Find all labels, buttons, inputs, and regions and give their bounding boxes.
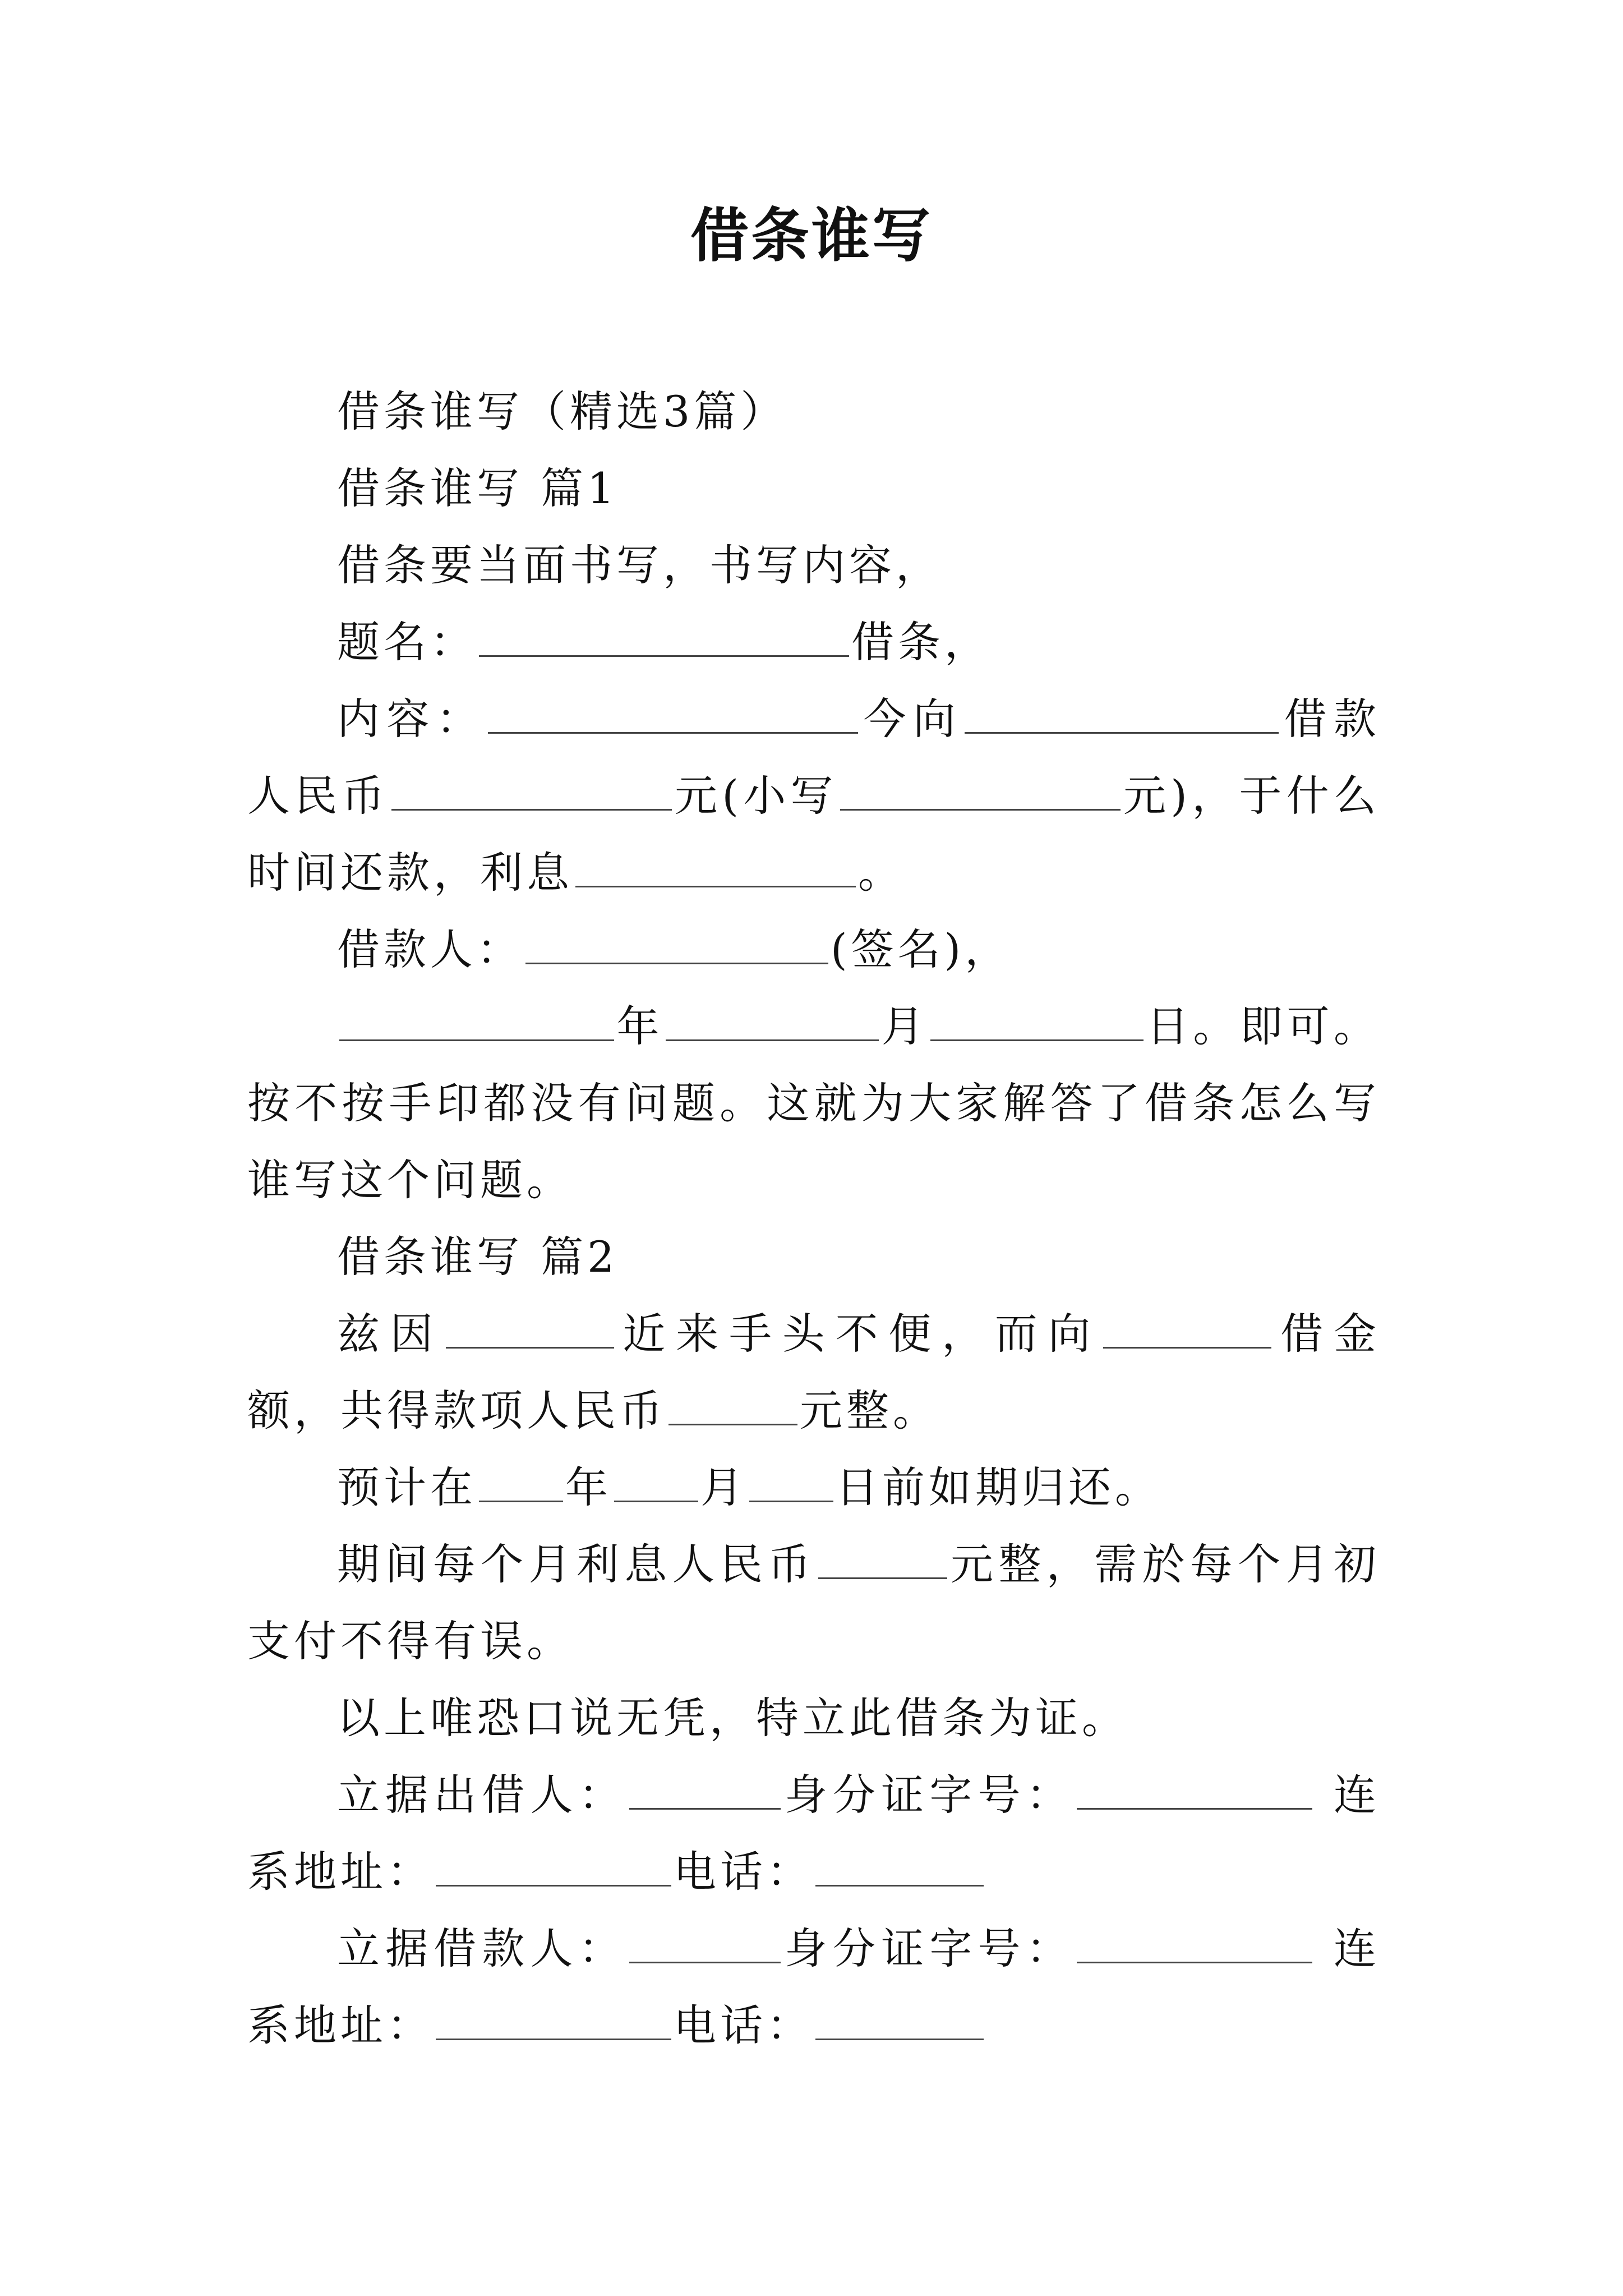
text-jiejine: 借金额，共得款项人民币 [247, 1309, 1381, 1435]
text-yuji: 预计在 [337, 1462, 477, 1512]
text-huankuan-lixi: 元)，于什么时间还款，利息 [247, 771, 1380, 898]
blank-line [614, 1466, 698, 1502]
blank-line [965, 697, 1279, 734]
text-year: 年 [616, 1001, 664, 1051]
label-phone: 电话： [674, 2000, 813, 2050]
blank-line [818, 1543, 947, 1579]
label-id-number: 身分证字号： [782, 1770, 1075, 1820]
label-lender: 立据出借人： [337, 1770, 627, 1820]
label-borrower: 立据借款人： [337, 1924, 627, 1973]
s1-paragraph-content [247, 680, 1380, 911]
blank-line [840, 774, 1121, 811]
s1-paragraph-1: 借条要当面书写，书写内容， [337, 540, 942, 590]
text-jinxiang: 今向 [860, 694, 963, 744]
text-zhifu: 元整，需於每个月初支付不得有误。 [247, 1539, 1381, 1666]
blank-line [436, 2004, 671, 2040]
s1-paragraph-title-field [247, 604, 1380, 680]
text-yuan-xiaoxie: 元(小写 [674, 771, 838, 821]
label-title: 题名： [337, 617, 477, 667]
text-ziyin: 兹因 [337, 1309, 444, 1359]
label-content: 内容： [337, 694, 486, 744]
text-nian: 年 [565, 1462, 612, 1512]
s2-borrower-info [247, 1910, 1380, 2064]
s2-paragraph-3 [247, 1526, 1380, 1680]
s2-paragraph-2 [247, 1449, 1380, 1526]
s2-paragraph-4: 以上唯恐口说无凭，特立此借条为证。 [337, 1693, 1128, 1743]
blank-line [1077, 1773, 1312, 1810]
blank-line [629, 1773, 781, 1810]
text-jietiao: 借条， [851, 617, 991, 667]
s2-lender-info [247, 1756, 1380, 1910]
text-riqian: 日前如期归还。 [836, 1462, 1161, 1512]
text-month: 月 [881, 1001, 929, 1051]
s2-paragraph-1 [247, 1295, 1380, 1449]
blank-line [479, 1466, 563, 1502]
blank-line [815, 1850, 984, 1887]
section-2-heading: 借条谁写 篇2 [337, 1232, 619, 1282]
blank-line [436, 1850, 671, 1887]
text-jiekuan-rmb: 借款人民币 [247, 694, 1380, 821]
blank-line [525, 928, 828, 964]
blank-line [479, 620, 849, 657]
label-id-number: 身分证字号： [782, 1924, 1075, 1973]
label-borrower: 借款人： [337, 924, 523, 974]
blank-line [666, 1005, 879, 1041]
intro-line: 借条谁写（精选3篇） [337, 386, 787, 436]
text-day-conclusion: 日。即可。按不按手印都没有问题。这就为大家解答了借条怎么写谁写这个问题。 [247, 1001, 1381, 1205]
text-yuanzheng: 元整。 [800, 1386, 939, 1435]
blank-line [629, 1927, 781, 1963]
blank-line [668, 1389, 797, 1425]
label-phone: 电话： [674, 1847, 813, 1897]
blank-line [1077, 1927, 1312, 1963]
document-title: 借条谁写 [690, 201, 933, 270]
document-body [247, 373, 1380, 2064]
text-yue: 月 [700, 1462, 747, 1512]
s1-paragraph-borrower [247, 911, 1380, 988]
blank-line [815, 2004, 984, 2040]
text-period: 。 [858, 848, 905, 898]
blank-line [339, 1005, 614, 1041]
label-address: 连系地址： [247, 1770, 1381, 1897]
text-jinlai: 近来手头不便，而向 [616, 1309, 1101, 1359]
blank-line [575, 851, 856, 887]
section-1-heading: 借条谁写 篇1 [337, 463, 619, 513]
blank-line [391, 774, 672, 811]
blank-line [446, 1312, 614, 1349]
text-signature: (签名)， [831, 924, 1012, 974]
blank-line [1103, 1312, 1271, 1349]
text-lixi: 期间每个月利息人民币 [337, 1539, 816, 1589]
s1-paragraph-date [247, 988, 1380, 1218]
blank-line [488, 697, 858, 734]
blank-line [930, 1005, 1144, 1041]
label-address: 连系地址： [247, 1924, 1381, 2050]
blank-line [749, 1466, 833, 1502]
